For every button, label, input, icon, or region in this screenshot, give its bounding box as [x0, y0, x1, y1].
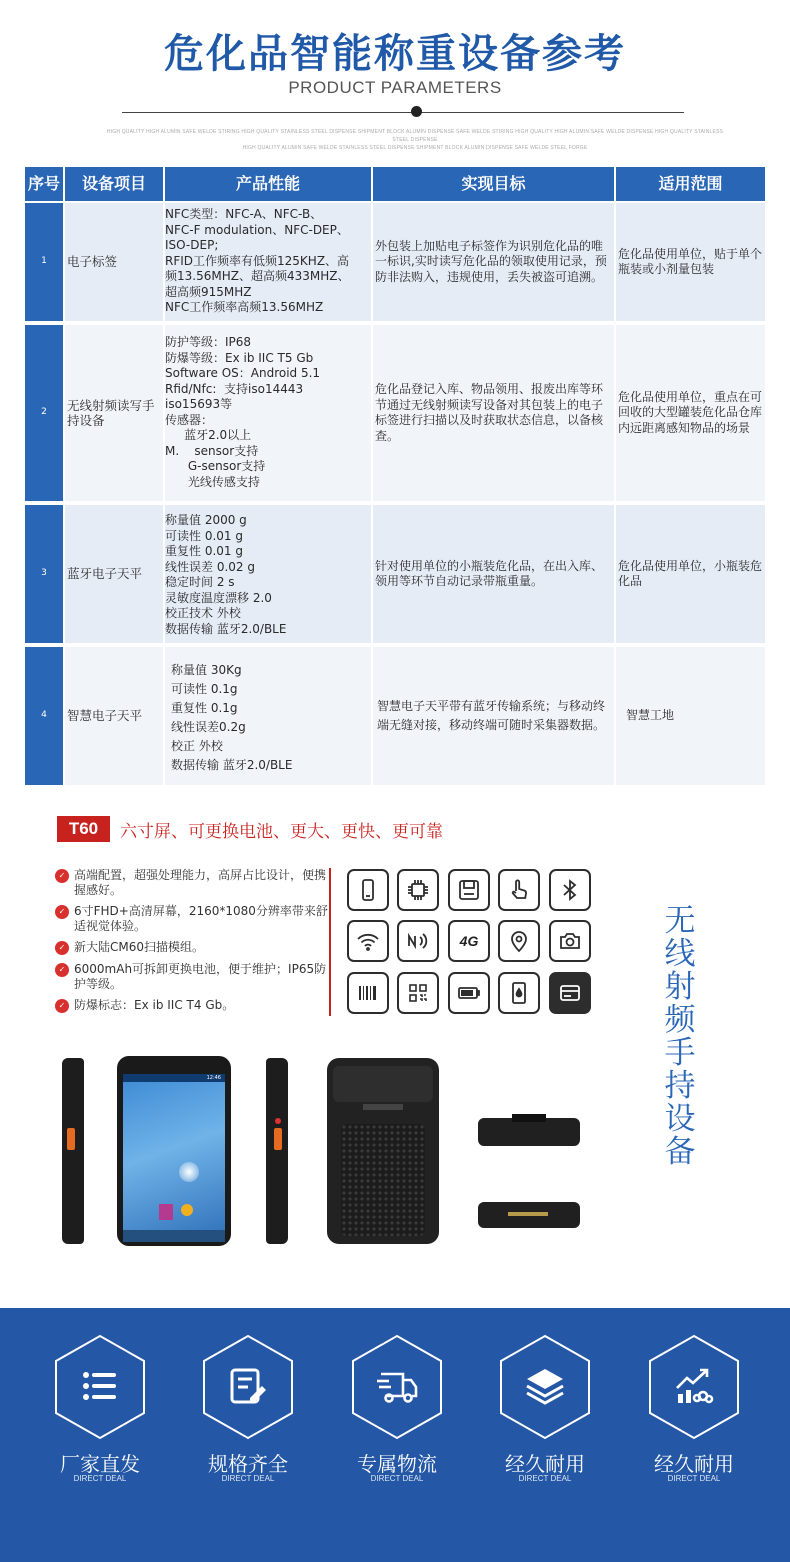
feature-item [55, 998, 330, 1013]
perf-line: 数据传输 蓝牙2.0/BLE [165, 621, 287, 636]
perf-line: NFC-F modulation、NFC-DEP、 [165, 222, 349, 237]
status-time: 12:46 [206, 1075, 221, 1081]
device-bottom-view [478, 1202, 580, 1228]
cell-perf [165, 505, 373, 643]
dock-bar [123, 1230, 225, 1242]
header-cell-goal: 实现目标 [373, 167, 616, 201]
cell-goal [373, 505, 616, 643]
check-icon: ✓ [55, 941, 69, 955]
perf-line: Rfid/Nfc: 支持iso14443 [165, 381, 304, 396]
perf-line: 称量值 30Kg [171, 663, 242, 677]
drop-icon [498, 972, 540, 1014]
perf-line: RFID工作频率有低频125KHZ、高 [165, 253, 350, 268]
cell-goal [373, 325, 616, 501]
phone-icon [347, 869, 389, 911]
table-row [25, 203, 765, 323]
scan-button [67, 1128, 75, 1150]
location-icon [498, 920, 540, 962]
cell-goal [373, 647, 616, 785]
feature-text: 高端配置，超强处理能力，高屏占比设计，便携握感好。 [74, 868, 327, 897]
footer-subtitle: DIRECT DEAL [667, 1474, 721, 1483]
footer-title: 经久耐用 [654, 1452, 734, 1476]
perf-line: 蓝牙2.0以上 [165, 428, 252, 442]
scope-text: 危化品使用单位，重点在可回收的大型罐装危化品仓库内远距离感知物品的场景 [618, 389, 763, 435]
cell-item [65, 325, 165, 501]
perf-line: 传感器： [165, 412, 214, 427]
check-icon: ✓ [55, 905, 69, 919]
feature-item [55, 904, 330, 934]
perf-line: 可读性 0.01 g [165, 528, 243, 543]
pogo-pins [508, 1212, 548, 1216]
scope-text: 智慧工地 [626, 708, 675, 723]
bluetooth-icon [549, 869, 591, 911]
cell-no: 4 [25, 647, 65, 785]
document-edit-icon [228, 1366, 268, 1406]
truck-icon [375, 1366, 419, 1406]
cell-scope [616, 325, 765, 501]
check-icon: ✓ [55, 963, 69, 977]
list-icon [80, 1366, 120, 1406]
cell-item: 智慧电子天平 [65, 647, 165, 785]
perf-line: 防爆等级：Ex ib IIC T5 Gb [165, 350, 314, 365]
perf-line: Software OS：Android 5.1 [165, 366, 321, 380]
cell-goal [373, 203, 616, 321]
divider-line [122, 112, 684, 113]
parameters-table [25, 167, 765, 787]
header-cell-item: 设备项目 [65, 167, 165, 201]
perf-line: 频13.56MHZ、超高频433MHZ、 [165, 269, 350, 283]
footer-title: 规格齐全 [208, 1452, 288, 1476]
cell-scope [616, 647, 765, 785]
item-text: 无线射频读写手持设备 [67, 397, 155, 428]
device-screen [123, 1074, 225, 1242]
device-side-right [266, 1058, 288, 1244]
growth-chart-icon [673, 1366, 715, 1406]
cell-perf [165, 647, 373, 785]
goal-text: 智慧电子天平带有蓝牙传输系统；与移动终端无缝对接，移动终端可随时采集器数据。 [377, 699, 606, 732]
scope-text: 危化品使用单位，贴于单个瓶装或小剂量包装 [618, 246, 763, 276]
feature-text: 新大陆CM60扫描模组。 [74, 940, 205, 954]
cell-no: 1 [25, 203, 65, 321]
wifi-icon [347, 920, 389, 962]
perf-line: iso15693等 [165, 397, 233, 411]
table-row [25, 325, 765, 503]
table-row [25, 505, 765, 645]
perf-line: 超高频915MHZ [165, 284, 252, 299]
fineprint-line-2: HIGH QUALITY ALUMIN SAFE WELDE STAINLESS STEEL DISPENSE SHIPMENT BLOCK ALUMIN DISPENSE SAFE WELDE STEEL FORGE [242, 145, 588, 151]
footer-title: 厂家直发 [60, 1452, 140, 1476]
footer-subtitle: DIRECT DEAL [370, 1474, 424, 1483]
product-headline: 六寸屏、可更换电池、更大、更快、更可靠 [120, 822, 443, 842]
divider-dot [411, 106, 422, 117]
footer-title: 经久耐用 [505, 1452, 585, 1476]
footer-title: 专属物流 [357, 1452, 437, 1476]
barcode-icon [347, 972, 389, 1014]
goal-text: 危化品登记入库、物品领用、报废出库等环节通过无线射频读写设备对其包装上的电子标签进行扫描以及时获取状态信息，以备核查。 [375, 382, 604, 443]
feature-text: 6000mAh可拆卸更换电池，便于维护；IP65防护等级。 [74, 962, 327, 991]
perf-line: 重复性 0.1g [171, 701, 238, 715]
page-subtitle: PRODUCT PARAMETERS [288, 78, 502, 97]
perf-line: 校正技术 外校 [165, 606, 241, 620]
status-bar [123, 1074, 225, 1082]
screen-glow [179, 1162, 199, 1182]
perf-line: 光线传感支持 [165, 474, 260, 489]
label-plate [363, 1104, 403, 1110]
perf-line: 校正 外校 [171, 739, 223, 753]
battery-cover-texture [341, 1124, 425, 1236]
model-badge: T60 [57, 816, 110, 842]
device-side-left [62, 1058, 84, 1244]
perf-line: 数据传输 蓝牙2.0/BLE [171, 758, 293, 772]
app-icon [181, 1204, 193, 1216]
layers-icon [524, 1366, 566, 1406]
app-icon [159, 1204, 173, 1220]
storage-icon [448, 869, 490, 911]
cell-scope [616, 203, 765, 321]
header-cell-perf: 产品性能 [165, 167, 373, 201]
card-icon [549, 972, 591, 1014]
cell-no: 3 [25, 505, 65, 643]
perf-line: 称量值 2000 g [165, 513, 247, 527]
feature-divider [329, 868, 331, 1016]
perf-line: G-sensor支持 [165, 459, 266, 473]
feature-item [55, 940, 330, 955]
footer-banner [0, 1308, 790, 1562]
qrcode-icon [397, 972, 439, 1014]
cell-item: 电子标签 [65, 203, 165, 321]
feature-item [55, 962, 330, 992]
perf-line: 重复性 0.01 g [165, 544, 243, 558]
touch-icon [498, 869, 540, 911]
cell-perf [165, 203, 373, 321]
nfc-icon [397, 920, 439, 962]
check-icon: ✓ [55, 999, 69, 1013]
header-cell-no: 序号 [25, 167, 65, 201]
footer-subtitle: DIRECT DEAL [518, 1474, 572, 1483]
table-header-row [25, 167, 765, 201]
goal-text: 针对使用单位的小瓶装危化品，在出入库、领用等环节自动记录带瓶重量。 [375, 558, 604, 588]
goal-text: 外包装上加贴电子标签作为识别危化品的唯一标识,实时读写危化品的领取使用记录，预防非法购入，违规使用，丢失被盗可追溯。 [375, 238, 607, 284]
feature-item [55, 868, 330, 898]
4g-label: 4G [459, 933, 479, 949]
chip-icon [397, 869, 439, 911]
perf-line: NFC类型：NFC-A、NFC-B、 [165, 207, 323, 221]
header-cell-scope: 适用范围 [658, 174, 723, 193]
table-row [25, 647, 765, 787]
footer-subtitle: DIRECT DEAL [221, 1474, 275, 1483]
scope-text: 危化品使用单位，小瓶装危化品 [618, 558, 763, 588]
vertical-title: 无线射频手持设备 [664, 903, 696, 1170]
footer-subtitle: DIRECT DEAL [73, 1474, 127, 1483]
camera-icon [549, 920, 591, 962]
cell-item: 蓝牙电子天平 [65, 505, 165, 643]
perf-line: 可读性 0.1g [171, 682, 238, 696]
cell-perf [165, 325, 373, 501]
fineprint [100, 128, 730, 152]
fineprint-line-1: HIGH QUALITY HIGH ALUMIN SAFE WELDE STIRING HIGH QUALITY STAINLESS STEEL DISPENSE SHIPMENT BLOCK ALUMIN DISPENSE SAFE WELDE STIRING HIGH QUALITY HIGH ALUMIN SAFE WELDE DISPENSE HIGH QUALITY STAINLESS STEEL DISPENSE [106, 129, 724, 143]
indicator-light [275, 1118, 281, 1124]
top-connector [512, 1114, 546, 1122]
perf-line: 稳定时间 2 s [165, 575, 235, 589]
device-back [327, 1058, 439, 1244]
cell-scope [616, 505, 765, 643]
cell-no: 2 [25, 325, 65, 501]
check-icon: ✓ [55, 869, 69, 883]
page-title: 危化品智能称重设备参考 [164, 31, 626, 77]
perf-line: NFC工作频率高频13.56MHZ [165, 300, 324, 314]
perf-line: M. sensor支持 [165, 443, 259, 458]
device-front [117, 1056, 231, 1246]
battery-icon [448, 972, 490, 1014]
scanner-window [333, 1066, 433, 1102]
scan-button [274, 1128, 282, 1150]
perf-line: 线性误差0.2g [171, 720, 246, 734]
feature-text: 6寸FHD+高清屏幕，2160*1080分辨率带来舒适视觉体验。 [74, 904, 328, 933]
4g-icon [448, 920, 490, 962]
device-top-view [478, 1118, 580, 1146]
perf-line: 线性误差 0.02 g [165, 559, 255, 574]
feature-text: 防爆标志：Ex ib IIC T4 Gb。 [74, 998, 235, 1012]
perf-line: 灵敏度温度漂移 2.0 [165, 590, 272, 605]
perf-line: 防护等级：IP68 [165, 335, 252, 349]
perf-line: ISO-DEP; [165, 238, 219, 252]
